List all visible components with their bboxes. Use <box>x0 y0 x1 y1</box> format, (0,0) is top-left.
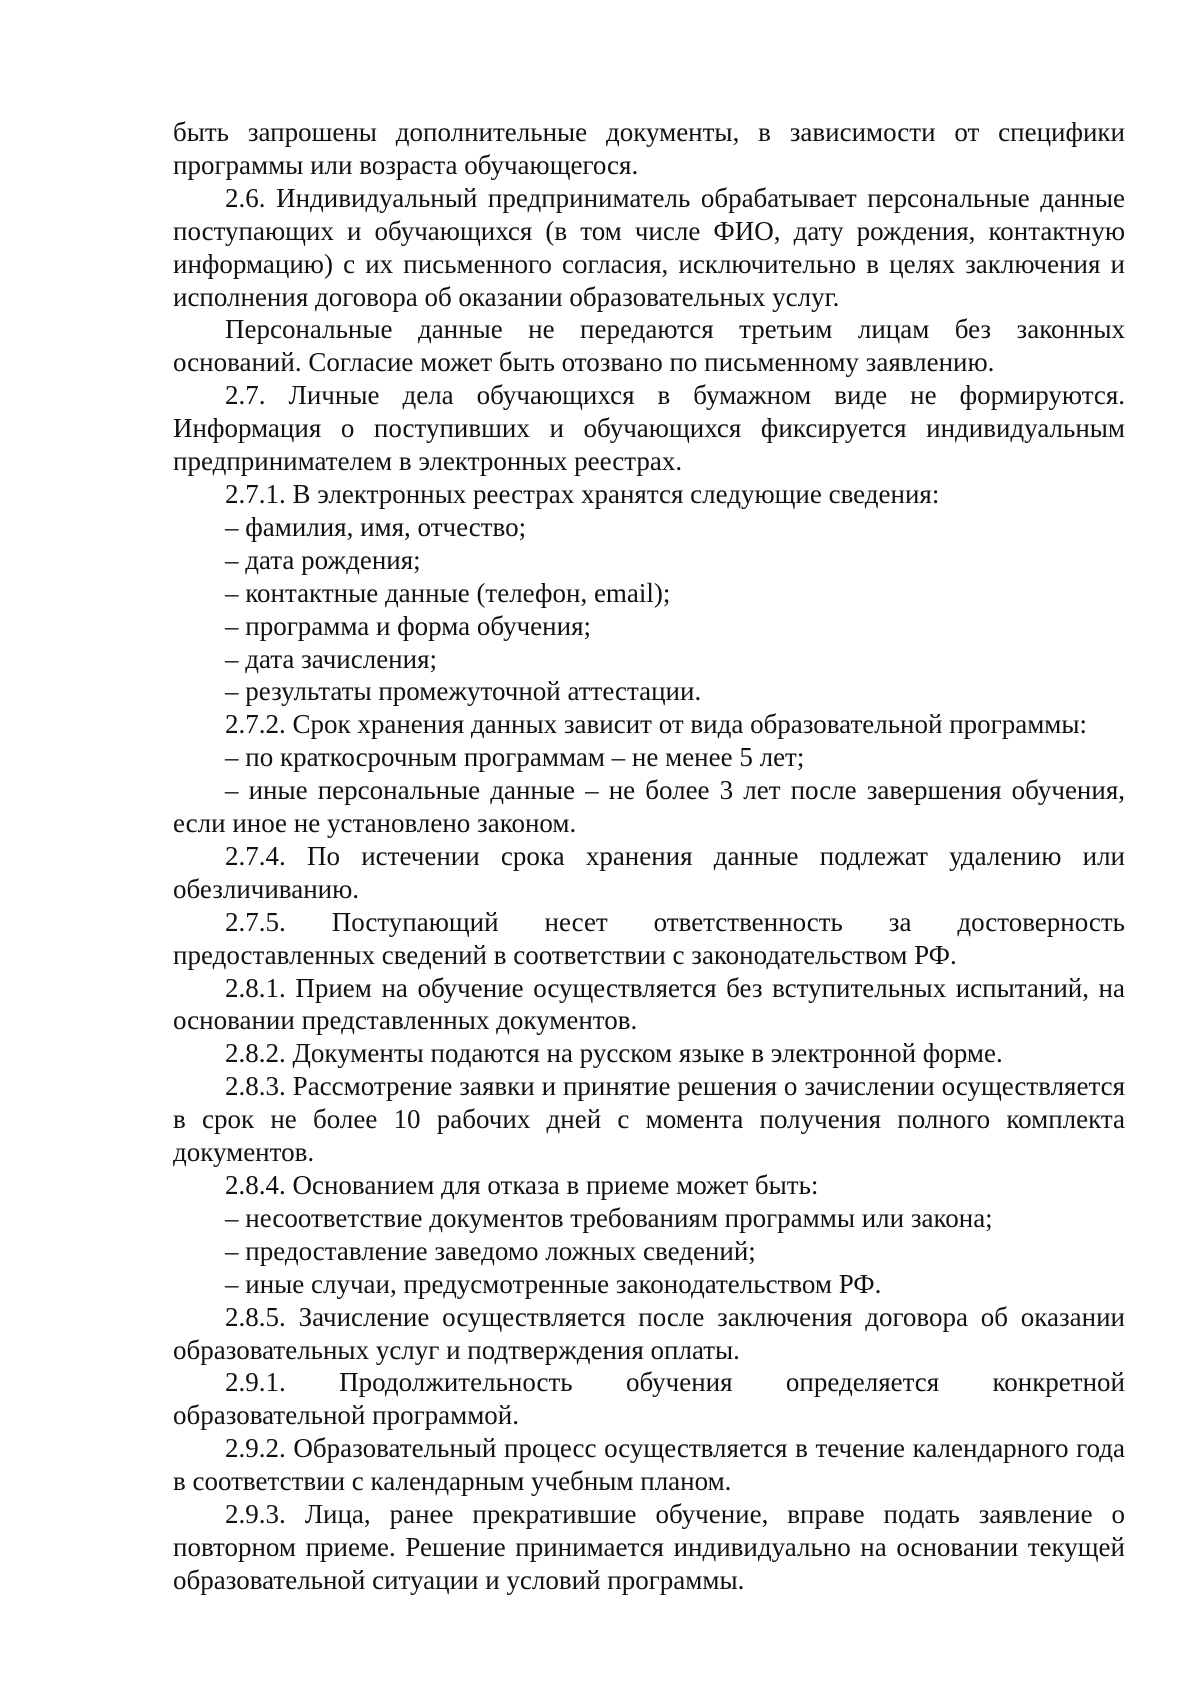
paragraph-2-8-3: 2.8.3. Рассмотрение заявки и принятие решения о зачислении осуществляется в срок не более 10 рабочих дней с момента получения полного комплекта документов. <box>173 1071 1125 1168</box>
paragraph-2-9-2: 2.9.2. Образовательный процесс осуществляется в течение календарного года в соответствии с календарным учебным планом. <box>173 1433 1125 1497</box>
paragraph-2-9-1: 2.9.1. Продолжительность обучения определяется конкретной образовательной программой. <box>173 1367 1125 1431</box>
paragraph-2-7-1: 2.7.1. В электронных реестрах хранятся следующие сведения: <box>225 478 940 509</box>
list-item: – дата рождения; <box>225 544 421 575</box>
paragraph-2-6: 2.6. Индивидуальный предприниматель обрабатывает персональные данные поступающих и обучающихся (в том числе ФИО, дату рождения, контактную информацию) с их письменного согласия, исключительно в целях заключения и исполнения договора об оказании образовательных услуг. <box>173 182 1125 312</box>
list-item: – по краткосрочным программам – не менее 5 лет; <box>225 742 805 773</box>
paragraph-2-8-5: 2.8.5. Зачисление осуществляется после заключения договора об оказании образовательных услуг и подтверждения оплаты. <box>173 1301 1125 1365</box>
paragraph-2-8-2: 2.8.2. Документы подаются на русском языке в электронной форме. <box>225 1038 1003 1069</box>
paragraph-2-8-4: 2.8.4. Основанием для отказа в приеме может быть: <box>225 1170 819 1200</box>
paragraph-2-7-2: 2.7.2. Срок хранения данных зависит от вида образовательной программы: <box>225 709 1088 740</box>
list-item: – несоответствие документов требованиям программы или закона; <box>225 1202 993 1233</box>
document-page <box>173 116 1125 1597</box>
paragraph-2-7-5: 2.7.5. Поступающий несет ответственность за достоверность предоставленных сведений в соответствии с законодательством РФ. <box>173 906 1125 970</box>
list-item: – фамилия, имя, отчество; <box>225 511 527 542</box>
list-item: – программа и форма обучения; <box>225 610 591 641</box>
list-item: – результаты промежуточной аттестации. <box>225 676 702 707</box>
list-item: – контактные данные (телефон, email); <box>225 577 671 608</box>
paragraph-continuation: быть запрошены дополнительные документы, в зависимости от специфики программы или возраста обучающегося. <box>173 117 1125 180</box>
list-item: – иные персональные данные – не более 3 лет после завершения обучения, если иное не установлено законом. <box>173 775 1125 839</box>
paragraph-2-9-3: 2.9.3. Лица, ранее прекратившие обучение, вправе подать заявление о повторном приеме. Решение принимается индивидуально на основании текущей образовательной ситуации и условий программы. <box>173 1499 1125 1595</box>
paragraph-2-7: 2.7. Личные дела обучающихся в бумажном виде не формируются. Информация о поступивших и обучающихся фиксируется индивидуальным предпринимателем в электронных реестрах. <box>173 380 1125 477</box>
list-item: – дата зачисления; <box>225 643 437 674</box>
paragraph-2-7-4: 2.7.4. По истечении срока хранения данные подлежат удалению или обезличиванию. <box>173 840 1125 904</box>
list-item: – иные случаи, предусмотренные законодательством РФ. <box>225 1268 882 1299</box>
list-item: – предоставление заведомо ложных сведений; <box>225 1235 756 1266</box>
paragraph-personal-data: Персональные данные не передаются третьим лицам без законных оснований. Согласие может быть отозвано по письменному заявлению. <box>173 314 1125 378</box>
paragraph-2-8-1: 2.8.1. Прием на обучение осуществляется без вступительных испытаний, на основании представленных документов. <box>173 972 1125 1036</box>
